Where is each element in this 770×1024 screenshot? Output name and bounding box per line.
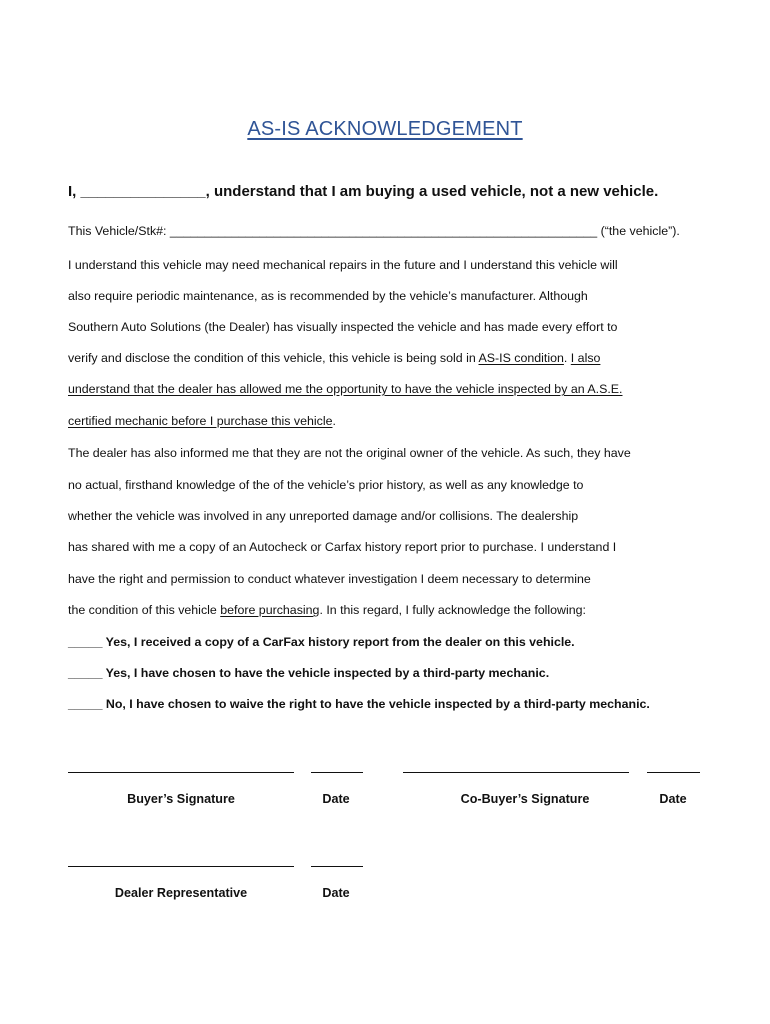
paragraph2-line5: have the right and permission to conduct whatever investigation I deem necessary to determine <box>68 572 591 586</box>
paragraph1-line1: I understand this vehicle may need mechanical repairs in the future and I understand this vehicle will <box>68 258 618 272</box>
as-is-condition-text: AS-IS condition <box>478 351 564 365</box>
paragraph2-line1: The dealer has also informed me that they are not the original owner of the vehicle. As such, they have <box>68 446 631 460</box>
certified-mechanic-text: certified mechanic before I purchase this vehicle <box>68 414 333 428</box>
paragraph1-line4-text: verify and disclose the condition of this vehicle, this vehicle is being sold in <box>68 351 479 365</box>
inspection-waived-acknowledgement[interactable]: _____ No, I have chosen to waive the right to have the vehicle inspected by a third-party mechanic. <box>68 697 650 711</box>
buyer-statement: I, _______________, understand that I am buying a used vehicle, not a new vehicle. <box>68 183 659 200</box>
paragraph1-line6-end: . <box>332 414 336 428</box>
inspection-chosen-acknowledgement[interactable]: _____ Yes, I have chosen to have the vehicle inspected by a third-party mechanic. <box>68 666 550 680</box>
paragraph1-line6 <box>68 413 708 429</box>
paragraph2-line3: whether the vehicle was involved in any unreported damage and/or collisions. The dealership <box>68 509 579 523</box>
paragraph2-line6-end: . In this regard, I fully acknowledge the following: <box>319 603 586 617</box>
cobuyer-date-line[interactable] <box>647 772 700 773</box>
dealer-representative-label: Dealer Representative <box>114 886 248 900</box>
buyer-signature-line[interactable] <box>68 772 294 773</box>
buyer-signature-label: Buyer’s Signature <box>127 792 235 806</box>
paragraph2-line6-start: the condition of this vehicle <box>68 603 221 617</box>
dealer-signature-line[interactable] <box>68 866 294 867</box>
paragraph1-line4-period: . <box>563 351 571 365</box>
buyer-date-line[interactable] <box>311 772 363 773</box>
paragraph1-line5: understand that the dealer has allowed me the opportunity to have the vehicle inspected by an A.S.E. <box>68 382 623 396</box>
document-title: AS-IS ACKNOWLEDGEMENT <box>247 118 523 140</box>
cobuyer-signature-line[interactable] <box>403 772 629 773</box>
dealer-date-line[interactable] <box>311 866 363 867</box>
dealer-date-label: Date <box>322 886 350 900</box>
paragraph1-line4 <box>68 350 708 366</box>
paragraph2-line4: has shared with me a copy of an Autocheck or Carfax history report prior to purchase. I understand I <box>68 540 617 554</box>
paragraph1-line3: Southern Auto Solutions (the Dealer) has visually inspected the vehicle and has made every effort to <box>68 320 618 334</box>
buyer-date-label: Date <box>322 792 350 806</box>
paragraph1-line2: also require periodic maintenance, as is recommended by the vehicle’s manufacturer. Although <box>68 289 588 303</box>
i-also-text: I also <box>570 351 601 365</box>
before-purchasing-text: before purchasing <box>220 603 320 617</box>
carfax-acknowledgement[interactable]: _____ Yes, I received a copy of a CarFax history report from the dealer on this vehicle. <box>68 635 575 649</box>
paragraph2-line2: no actual, firsthand knowledge of the of the vehicle’s prior history, as well as any knowledge to <box>68 478 584 492</box>
cobuyer-date-label: Date <box>659 792 687 806</box>
paragraph2-line6 <box>68 602 708 618</box>
cobuyer-signature-label: Co-Buyer’s Signature <box>460 792 590 806</box>
vehicle-stock-line: This Vehicle/Stk#: ______________________________________________________________ (“the vehicle”). <box>68 224 680 238</box>
